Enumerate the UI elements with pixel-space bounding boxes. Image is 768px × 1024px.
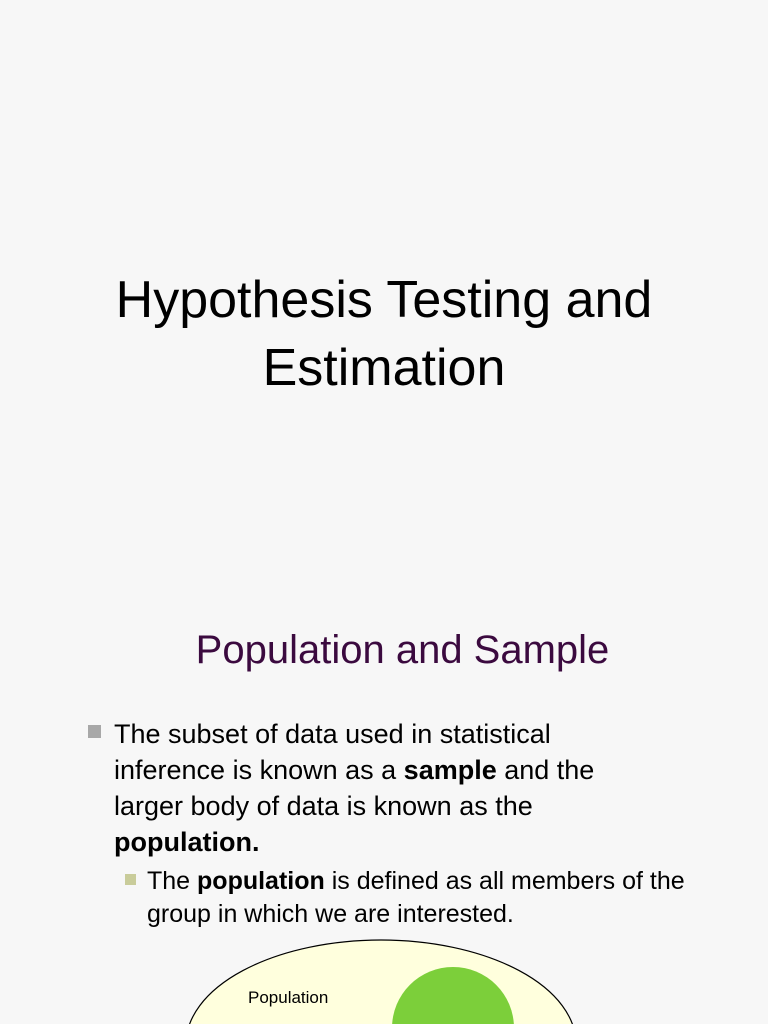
slide-title-line-2: Estimation	[262, 339, 506, 397]
slide-title-line-1: Hypothesis Testing and	[115, 271, 653, 329]
bullet-sample-definition	[88, 716, 668, 860]
bullet-text-part: The	[147, 867, 198, 895]
bullet-text	[114, 716, 668, 860]
bullet-bold-term: sample	[403, 755, 497, 785]
slide-title	[0, 266, 768, 402]
bullet-bold-term: population	[197, 867, 325, 895]
population-label: Population	[248, 988, 329, 1007]
sub-bullet-text	[147, 865, 715, 931]
sub-bullet-population-definition	[125, 865, 715, 931]
slide-population-and-sample	[0, 576, 768, 1024]
square-bullet-icon	[88, 725, 101, 738]
population-sample-diagram	[0, 936, 768, 1024]
diagram-svg	[0, 936, 768, 1024]
bullet-text-part: and the larger body of data is known as the	[114, 755, 595, 821]
square-bullet-icon	[125, 874, 136, 885]
population-ellipse	[186, 940, 576, 1024]
bullet-text-part: The subset of data used in statistical inference is known as a	[114, 719, 551, 785]
slide2-title: Population and Sample	[195, 628, 610, 672]
bullet-bold-term: population.	[114, 827, 260, 857]
bullet-text-part: is defined as all members of the group in which we are interested.	[147, 867, 685, 928]
